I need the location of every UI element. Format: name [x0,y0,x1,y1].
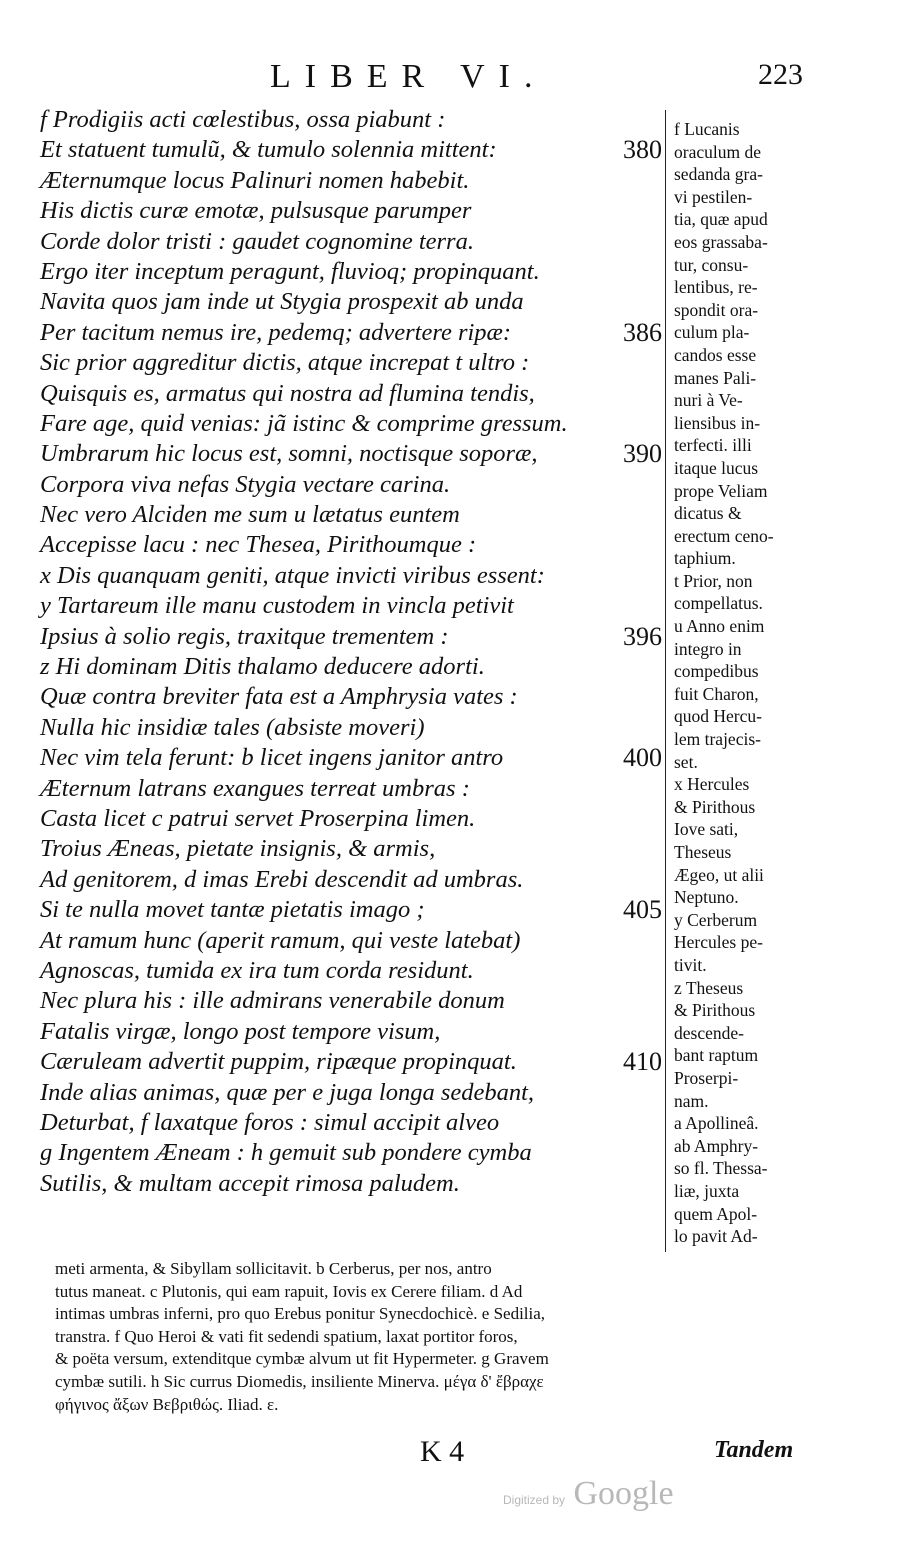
marginal-note-line: vi pestilen- [674,186,753,207]
verse-text: Inde alias animas, quæ per e juga longa sedebant, [40,1078,535,1106]
marginal-note-line: culum pla- [674,322,750,343]
verse-line [40,470,670,500]
verse-text: Agnoscas, tumida ex ira tum corda residunt. [40,956,474,984]
verse-line [40,865,670,895]
column-divider [665,110,666,1252]
verse-text: y Tartareum ille manu custodem in vincla petivit [40,592,514,620]
verse-line [40,1047,670,1077]
marginal-note-line: tivit. [674,954,707,975]
watermark-brand: Google [573,1475,674,1512]
verse-line [40,1169,670,1199]
verse-text: Umbrarum hic locus est, somni, noctisque soporæ, [40,440,538,468]
verse-line [40,682,670,712]
verse-line [40,409,670,439]
marginal-note-line: u Anno enim [674,616,765,637]
line-number: 410 [623,1047,662,1077]
footnote-line: tutus maneat. c Plutonis, qui eam rapuit, Iovis ex Cerere filiam. d Ad [55,1281,523,1301]
verse-line [40,895,670,925]
marginal-note-line: integro in [674,638,742,659]
verse-text: Ad genitorem, d imas Erebi descendit ad umbras. [40,865,524,893]
marginal-note-line: set. [674,751,698,772]
marginal-note-line: Ægeo, ut alii [674,864,764,885]
footnote-line: & poëta versum, extenditque cymbæ alvum ut fit Hypermeter. g Gravem [55,1349,549,1369]
marginal-note-line: lentibus, re- [674,277,758,298]
verse-line [40,135,670,165]
marginal-note-line: manes Pali- [674,367,757,388]
verse-text: Quisquis es, armatus qui nostra ad flumina tendis, [40,379,535,407]
marginal-note-line: compedibus [674,661,759,682]
marginal-note-line: oraculum de [674,141,761,162]
verse-text: Deturbat, f laxatque foros : simul accipit alveo [40,1108,500,1136]
verse-line [40,1108,670,1138]
line-number: 405 [623,895,662,925]
marginal-note-line: descende- [674,1022,744,1043]
verse-line [40,591,670,621]
marginal-note-line: quod Hercu- [674,706,762,727]
line-number: 400 [623,743,662,773]
marginal-note-line: & Pirithous [674,1000,756,1021]
signature-mark: K 4 [420,1435,465,1468]
verse-line [40,652,670,682]
verse-text: Casta licet c patrui servet Proserpina limen. [40,804,476,832]
verse-column [40,105,670,1199]
line-number: 386 [623,317,662,347]
marginal-notes [674,118,820,1248]
marginal-note-line: itaque lucus [674,457,759,478]
digitization-watermark [503,1475,674,1513]
verse-line [40,287,670,317]
verse-line [40,500,670,530]
verse-text: z Hi dominam Ditis thalamo deducere adorti. [40,653,485,681]
verse-text: Et statuent tumulũ, & tumulo solennia mittent: [40,136,497,164]
verse-text: His dictis curæ emotæ, pulsusque parumper [40,197,472,225]
marginal-note-line: bant raptum [674,1045,759,1066]
footnote-line: φήγινος ἄξων Βεβριθώς. Iliad. ε. [55,1394,279,1414]
verse-text: Si te nulla movet tantæ pietatis imago ; [40,896,425,924]
marginal-note-line: liensibus in- [674,412,761,433]
marginal-note-line: & Pirithous [674,796,756,817]
verse-line [40,1017,670,1047]
verse-text: Ergo iter inceptum peragunt, fluvioq; propinquant. [40,257,540,285]
marginal-note-line: x Hercules [674,774,750,795]
verse-line [40,530,670,560]
verse-line [40,379,670,409]
verse-text: Nec vero Alciden me sum u lætatus euntem [40,501,460,529]
marginal-note-line: Theseus [674,842,732,862]
marginal-note-line: Neptuno. [674,887,739,908]
marginal-note-line: taphium. [674,548,736,569]
marginal-note-line: spondit ora- [674,299,759,320]
marginal-note-line: a Apollineâ. [674,1113,759,1134]
footnotes [55,1258,815,1416]
marginal-note-line: nam. [674,1090,709,1111]
verse-text: Cæruleam advertit puppim, ripæque propinquat. [40,1048,517,1076]
verse-text: At ramum hunc (aperit ramum, qui veste latebat) [40,926,521,954]
verse-text: Æternumque locus Palinuri nomen habebit. [40,166,470,194]
verse-line [40,105,670,135]
verse-text: Fatalis virgæ, longo post tempore visum, [40,1017,441,1045]
marginal-note-line: t Prior, non [674,570,753,591]
verse-line [40,926,670,956]
marginal-note-line: terfecti. illi [674,435,752,456]
marginal-note-line: Hercules pe- [674,932,763,953]
verse-line [40,166,670,196]
line-number: 396 [623,621,662,651]
verse-text: Fare age, quid venias: jã istinc & comprime gressum. [40,409,568,437]
verse-text: Sutilis, & multam accepit rimosa paludem. [40,1169,460,1197]
verse-line [40,318,670,348]
marginal-note-line: Iove sati, [674,819,739,840]
verse-line [40,439,670,469]
marginal-note-line: z Theseus [674,977,744,998]
verse-line [40,622,670,652]
marginal-note-line: quem Apol- [674,1203,758,1224]
verse-text: Ipsius à solio regis, traxitque trementem : [40,622,449,650]
verse-line [40,227,670,257]
verse-text: Troius Æneas, pietate insignis, & armis, [40,835,436,863]
line-number: 380 [623,135,662,165]
marginal-note-line: ab Amphry- [674,1135,759,1156]
verse-line [40,257,670,287]
verse-line [40,986,670,1016]
verse-text: Sic prior aggreditur dictis, atque increpat t ultro : [40,349,530,377]
running-title: LIBER VI. [270,58,547,95]
marginal-note-line: f Lucanis [674,119,740,139]
verse-text: Æternum latrans exangues terreat umbras : [40,774,470,802]
verse-line [40,348,670,378]
verse-line [40,1138,670,1168]
verse-text: f Prodigiis acti cœlestibus, ossa piabunt : [40,106,446,133]
marginal-note-line: candos esse [674,344,757,365]
verse-line [40,196,670,226]
marginal-note-line: liæ, juxta [674,1180,740,1201]
verse-line [40,743,670,773]
verse-text: Nec plura his : ille admirans venerabile donum [40,987,505,1015]
verse-line [40,774,670,804]
page-number: 223 [758,58,803,91]
marginal-note-line: eos grassaba- [674,231,768,252]
marginal-note-line: so fl. Thessa- [674,1158,768,1179]
footnote-line: cymbæ sutili. h Sic currus Diomedis, insiliente Minerva. μέγα δ' ἔβραχε [55,1371,544,1391]
line-number: 390 [623,439,662,469]
marginal-note-line: dicatus & [674,503,742,524]
verse-line [40,834,670,864]
marginal-note-line: y Cerberum [674,909,758,930]
catchword: Tandem [714,1437,794,1463]
verse-text: x Dis quanquam geniti, atque invicti viribus essent: [40,561,545,589]
marginal-note-line: fuit Charon, [674,683,759,704]
verse-text: Nulla hic insidiæ tales (absiste moveri) [40,713,425,741]
marginal-note-line: sedanda gra- [674,164,763,185]
footnote-line: meti armenta, & Sibyllam sollicitavit. b Cerberus, per nos, antro [55,1259,492,1278]
verse-text: Nec vim tela ferunt: b licet ingens janitor antro [40,744,504,772]
marginal-note-line: tia, quæ apud [674,209,768,230]
footnote-line: transtra. f Quo Heroi & vati fit sedendi spatium, laxat portitor foros, [55,1326,518,1346]
verse-text: g Ingentem Æneam : h gemuit sub pondere cymba [40,1139,532,1167]
verse-text: Accepisse lacu : nec Thesea, Pirithoumque : [40,531,477,559]
marginal-note-line: lo pavit Ad- [674,1226,758,1247]
watermark-prefix: Digitized by [503,1493,566,1507]
marginal-note-line: erectum ceno- [674,525,774,546]
verse-line [40,956,670,986]
marginal-note-line: compellatus. [674,593,763,614]
verse-text: Navita quos jam inde ut Stygia prospexit ab unda [40,288,524,316]
marginal-note-line: prope Veliam [674,480,768,501]
marginal-note-line: nuri à Ve- [674,390,743,411]
verse-line [40,561,670,591]
marginal-note-line: Proserpi- [674,1067,739,1088]
verse-text: Corpora viva nefas Stygia vectare carina. [40,470,451,498]
marginal-note-line: tur, consu- [674,254,749,275]
verse-line [40,804,670,834]
verse-line [40,1078,670,1108]
footnote-line: intimas umbras inferni, pro quo Erebus ponitur Synecdochicè. e Sedilia, [55,1304,546,1324]
verse-text: Quæ contra breviter fata est a Amphrysia vates : [40,683,518,711]
verse-text: Corde dolor tristi : gaudet cognomine terra. [40,227,474,255]
marginal-note-line: lem trajecis- [674,729,761,750]
verse-text: Per tacitum nemus ire, pedemq; advertere ripæ: [40,318,512,346]
verse-line [40,713,670,743]
